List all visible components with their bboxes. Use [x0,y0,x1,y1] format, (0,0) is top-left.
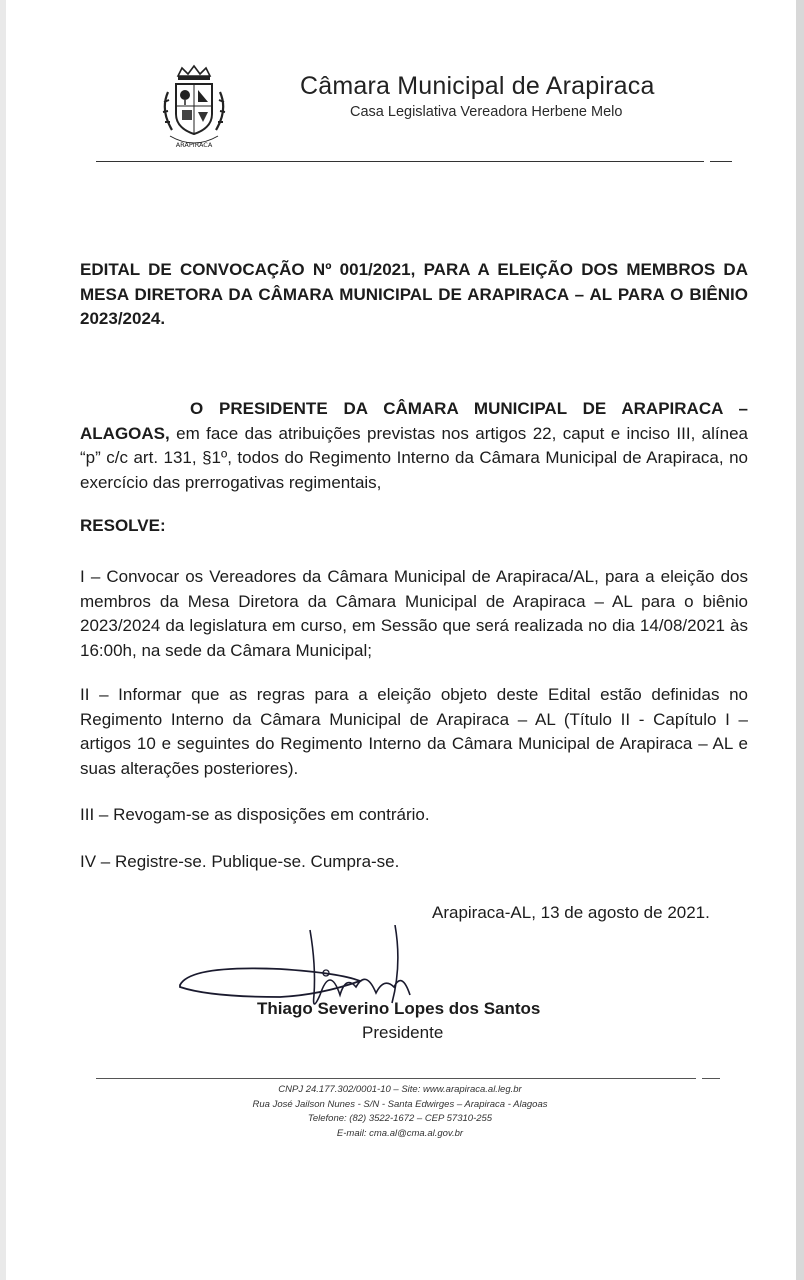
resolution-item-1: I – Convocar os Vereadores da Câmara Municipal de Arapiraca/AL, para a eleição dos membros da Mesa Diretora da Câmara Municipal de Arapiraca – AL para o biênio 2023/2024 da legislatura em curso, em Sessão que será realizada no dia 14/08/2021 às 16:00h, na sede da Câmara Municipal; [80,567,748,660]
institution-subtitle: Casa Legislativa Vereadora Herbene Melo [350,104,623,120]
intro-text: em face das atribuições previstas nos artigos 22, caput e inciso III, alínea “p” c/c art. 131, §1º, todos do Regimento Interno da Câmara Municipal de Arapiraca, no exercício das prerrogativas regimentais, [80,423,748,492]
footer-divider-tail [702,1078,720,1079]
resolution-item-3: III – Revogam-se as disposições em contrário. [80,805,430,824]
signer-role: Presidente [362,1023,444,1042]
date-line: Arapiraca-AL, 13 de agosto de 2021. [432,903,710,922]
intro-paragraph [80,397,748,495]
footer-divider [96,1078,696,1079]
resolution-item-2: II – Informar que as regras para a eleição objeto deste Edital estão definidas no Regimento Interno da Câmara Municipal de Arapiraca – AL (Título II - Capítulo I – artigos 10 e seguintes do Regimento Interno da Câmara Municipal de Arapiraca – AL e suas alterações posteriores). [80,685,748,778]
resolve-label: RESOLVE: [80,516,166,535]
footer-phone: Telefone: (82) 3522-1672 – CEP 57310-255 [307,1113,493,1124]
document-title: EDITAL DE CONVOCAÇÃO Nº 001/2021, PARA A ELEIÇÃO DOS MEMBROS DA MESA DIRETORA DA CÂMARA MUNICIPAL DE ARAPIRACA – AL PARA O BIÊNIO 2023/2024. [80,260,748,328]
institution-name: Câmara Municipal de Arapiraca [300,72,655,100]
footer-email: E-mail: cma.al@cma.al.gov.br [336,1127,464,1139]
scan-edge-right [796,0,804,1280]
footer-cnpj-site: CNPJ 24.177.302/0001-10 – Site: www.arapiraca.al.leg.br [278,1084,522,1095]
municipal-coat-of-arms-icon [148,62,240,154]
header-divider-tail [710,161,732,162]
footer-address: Rua José Jailson Nunes - S/N - Santa Edwirges – Arapiraca - Alagoas [252,1098,548,1110]
logo-ribbon-text: ARAPIRACA [175,141,213,149]
header-divider [96,161,704,162]
resolution-item-4: IV – Registre-se. Publique-se. Cumpra-se. [80,852,400,871]
footer-contact [200,1083,600,1141]
signer-name: Thiago Severino Lopes dos Santos [257,999,541,1018]
intro-bold-text: O PRESIDENTE DA CÂMARA MUNICIPAL DE ARAPIRACA – ALAGOAS, [80,399,748,443]
scan-edge-left [0,0,6,1280]
